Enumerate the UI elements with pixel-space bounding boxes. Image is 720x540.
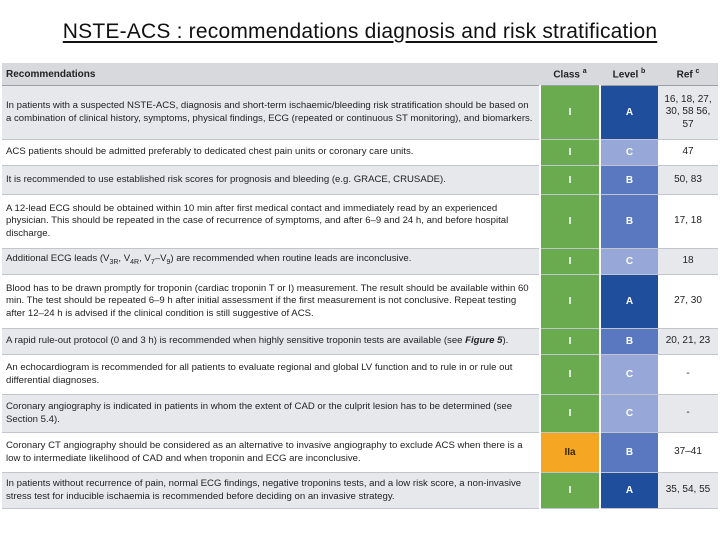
recommendation-text: A 12-lead ECG should be obtained within 10 min after first medical contact and immediately read by an experienced physician. This should be repeated in the case of recurrence of symptoms, and after 6–9 and 24 h, and before hospital discharge.	[2, 195, 540, 249]
ref-cell: 50, 83	[658, 166, 718, 195]
class-cell: I	[540, 86, 600, 140]
ref-cell: 17, 18	[658, 195, 718, 249]
ref-cell: 27, 30	[658, 275, 718, 329]
level-cell: B	[600, 433, 658, 473]
recommendation-text: It is recommended to use established risk scores for prognosis and bleeding (e.g. GRACE, CRUSADE).	[2, 166, 540, 195]
class-cell: I	[540, 329, 600, 355]
page-title: NSTE-ACS : recommendations diagnosis and risk stratification	[62, 20, 658, 43]
table-row	[2, 329, 718, 355]
recommendation-text: An echocardiogram is recommended for all patients to evaluate regional and global LV function and to rule in or rule out differential diagnoses.	[2, 355, 540, 395]
table-row	[2, 140, 718, 166]
ref-cell: 20, 21, 23	[658, 329, 718, 355]
ref-cell: 37–41	[658, 433, 718, 473]
table-row	[2, 195, 718, 249]
recommendation-text: In patients with a suspected NSTE-ACS, diagnosis and short-term ischaemic/bleeding risk stratification should be based on a combination of clinical history, symptoms, physical findings, ECG (repeated or continuous ST monitoring), and biomarkers.	[2, 86, 540, 140]
recommendation-text: ACS patients should be admitted preferably to dedicated chest pain units or coronary care units.	[2, 140, 540, 166]
class-cell: IIa	[540, 433, 600, 473]
table-row	[2, 395, 718, 433]
header-ref: Ref $^c$	[658, 63, 718, 86]
level-cell: C	[600, 140, 658, 166]
recommendation-text: In patients without recurrence of pain, normal ECG findings, negative troponins tests, and a low risk score, a non-invasive stress test for inducible ischaemia is recommended before deciding on an invasive strategy.	[2, 473, 540, 509]
recommendations-table	[2, 63, 718, 509]
class-cell: I	[540, 195, 600, 249]
class-cell: I	[540, 140, 600, 166]
class-cell: I	[540, 395, 600, 433]
class-cell: I	[540, 249, 600, 275]
class-cell: I	[540, 355, 600, 395]
table-row	[2, 166, 718, 195]
ref-cell: 35, 54, 55	[658, 473, 718, 509]
ref-cell: 18	[658, 249, 718, 275]
header-level: Level $^b$	[600, 63, 658, 86]
recommendation-text: Coronary angiography is indicated in patients in whom the extent of CAD or the culprit lesion has to be determined (see Section 5.4).	[2, 395, 540, 433]
level-cell: C	[600, 249, 658, 275]
level-cell: A	[600, 86, 658, 140]
level-cell: B	[600, 329, 658, 355]
header-recommendations: Recommendations	[2, 63, 540, 86]
table-row	[2, 433, 718, 473]
recommendation-text: Coronary CT angiography should be considered as an alternative to invasive angiography to exclude ACS when there is a low to intermediate likelihood of CAD and when troponin and ECG are inconclusive.	[2, 433, 540, 473]
table-row	[2, 473, 718, 509]
class-cell: I	[540, 275, 600, 329]
table-row	[2, 275, 718, 329]
ref-cell: 16, 18, 27, 30, 58 56, 57	[658, 86, 718, 140]
level-cell: A	[600, 473, 658, 509]
figure-reference: Figure 5	[465, 335, 503, 347]
level-cell: A	[600, 275, 658, 329]
table-row	[2, 355, 718, 395]
class-cell: I	[540, 473, 600, 509]
ref-cell: -	[658, 395, 718, 433]
level-cell: C	[600, 355, 658, 395]
level-cell: C	[600, 395, 658, 433]
level-cell: B	[600, 166, 658, 195]
table-row	[2, 249, 718, 275]
recommendation-text: Blood has to be drawn promptly for troponin (cardiac troponin T or I) measurement. The result should be available within 60 min. The test should be repeated 6–9 h after initial assessment if the first measurement is not conclusive. Repeat testing after 12–24 h is advised if the clinical condition is still suggestive of ACS.	[2, 275, 540, 329]
level-cell: B	[600, 195, 658, 249]
recommendation-text: A rapid rule-out protocol (0 and 3 h) is recommended when highly sensitive troponin tests are available (see Figure 5).	[2, 329, 540, 355]
table-header-row	[2, 63, 718, 86]
recommendation-text: Additional ECG leads ($V_{3R}$, $V_{4R}$, $V_7-V_9$) are recommended when routine leads are inconclusive.	[2, 249, 540, 275]
ref-cell: 47	[658, 140, 718, 166]
header-class: Class $^a$	[540, 63, 600, 86]
class-cell: I	[540, 166, 600, 195]
table-row	[2, 86, 718, 140]
ref-cell: -	[658, 355, 718, 395]
